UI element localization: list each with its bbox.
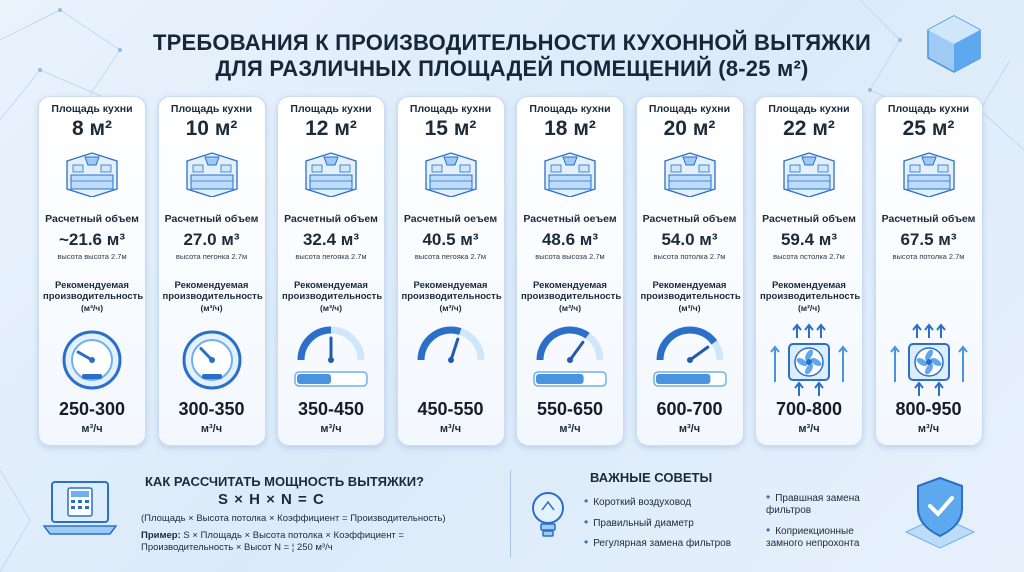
airflow-unit: м³/ч (81, 423, 103, 435)
airflow-range: 350-450 (297, 399, 365, 419)
kitchen-icon (780, 151, 838, 197)
volume-value: 27.0 м³ (183, 230, 240, 249)
area-label: Площадь кухни (768, 103, 850, 115)
airflow-unit: м³/ч (559, 423, 581, 435)
recommended-label: Рекомендуемая производительность (760, 280, 861, 302)
title-line-2: ДЛЯ РАЗЛИЧНЫХ ПЛОЩАДЕЙ ПОМЕЩЕНИЙ (8-25 м²) (215, 56, 809, 81)
area-label: Площадь кухни (648, 103, 731, 115)
airflow-unit: м³/ч (917, 423, 940, 435)
shield-check-icon (900, 472, 980, 552)
area-label: Площадь кухни (409, 103, 492, 115)
volume-label: Расчетный объем (642, 213, 737, 225)
volume-label: Расчетный оеъем (403, 213, 498, 225)
area-value: 18 м² (544, 117, 596, 140)
airflow-range: 250-300 (58, 399, 126, 419)
calc-formula: S × H × N = C (218, 491, 325, 508)
volume-value: 59.4 м³ (780, 230, 838, 249)
recommended-unit: (м³/ч) (439, 303, 462, 313)
recommended-label: Рекомендуемая производительность (401, 280, 502, 302)
volume-label: Расчетный объем (881, 213, 976, 225)
height-note: высота высота 2.7м (57, 252, 127, 261)
calc-title: КАК РАССЧИТАТЬ МОЩНОСТЬ ВЫТЯЖКИ? (145, 474, 424, 489)
airflow-range: 700-800 (775, 399, 843, 419)
area-label: Площадь кухни (170, 103, 253, 115)
fan-icon (889, 322, 969, 397)
recommended-label: Рекомендуемая производительность (282, 280, 383, 302)
tip-item: • Правшная замена фильтров (766, 491, 886, 517)
kitchen-icon (541, 151, 599, 197)
recommended-unit: (м²/ч) (797, 303, 821, 313)
area-label: Площадь кухни (529, 103, 611, 115)
recommended-unit: (м³/ч) (678, 303, 701, 313)
area-card (516, 96, 624, 446)
area-label: Площадь кухни (887, 103, 970, 115)
gauge-icon (52, 322, 132, 397)
recommended-label: Рекомендуемая производительность (43, 280, 144, 302)
area-value: 22 м² (783, 117, 835, 140)
kitchen-icon (422, 151, 480, 197)
volume-label: Расчетный объем (284, 213, 378, 225)
kitchen-icon (63, 151, 121, 197)
area-value: 8 м² (71, 117, 113, 140)
height-note: высота пегонка 2.7м (175, 252, 248, 261)
height-note: высота пегояка 2.7м (295, 252, 367, 261)
area-card (158, 96, 266, 446)
height-note: высота высоза 2.7м (535, 252, 605, 261)
recommended-label: Рекомендуемая производительность (162, 280, 263, 302)
kitchen-icon (183, 151, 241, 197)
height-note: высота пстолка 2.7м (773, 252, 845, 261)
calc-example (141, 530, 431, 554)
airflow-range: 600-700 (656, 399, 723, 419)
area-card (397, 96, 505, 446)
airflow-range: 450-550 (417, 399, 484, 419)
volume-value: 40.5 м³ (422, 230, 479, 249)
area-value: 20 м² (663, 117, 716, 140)
recommended-label: Рекомендуемая производительность (640, 280, 741, 302)
airflow-range: 550-650 (536, 399, 604, 419)
gauge-icon (172, 322, 252, 397)
gauge-icon (650, 322, 730, 397)
area-card (875, 96, 983, 446)
area-card (636, 96, 744, 446)
volume-label: Расчетный оеъем (523, 213, 617, 225)
fan-icon (769, 322, 849, 397)
height-note: высота потолка 2.7м (892, 252, 965, 261)
area-value: 15 м² (424, 117, 477, 140)
gauge-icon (530, 322, 610, 397)
volume-label: Расчетный объем (762, 213, 856, 225)
recommended-label: Рекомендуемая производительность (521, 280, 622, 302)
area-card (755, 96, 863, 446)
volume-value: 67.5 м³ (900, 230, 957, 249)
volume-value: 54.0 м³ (661, 230, 718, 249)
airflow-unit: м³/ч (200, 423, 223, 435)
height-note: высота пегояка 2.7м (414, 252, 487, 261)
recommended-unit: (м³/ч) (558, 303, 582, 313)
area-value: 10 м² (185, 117, 238, 140)
volume-value: ~21.6 м³ (59, 230, 125, 249)
volume-value: 48.6 м³ (541, 230, 599, 249)
airflow-range: 300-350 (178, 399, 245, 419)
area-value: 12 м² (305, 117, 357, 140)
tip-item: • Коприекционные замного непрохонта (766, 524, 886, 550)
volume-label: Расчетный объем (45, 213, 139, 225)
airflow-unit: м³/ч (439, 423, 462, 435)
recommended-unit: (м³/ч) (319, 303, 343, 313)
airflow-unit: м³/ч (320, 423, 342, 435)
airflow-unit: м³/ч (678, 423, 701, 435)
recommended-unit: (м³/ч) (200, 303, 223, 313)
volume-label: Расчетный объем (164, 213, 259, 225)
tip-item: • Регулярная замена фильтров (584, 535, 731, 549)
kitchen-icon (900, 151, 958, 197)
cards-row (38, 96, 988, 446)
tips-title: ВАЖНЫЕ СОВЕТЫ (590, 470, 713, 485)
lightbulb-icon (526, 488, 570, 544)
gauge-icon (291, 322, 371, 397)
volume-value: 32.4 м³ (302, 230, 360, 249)
tip-item: • Короткий воздуховод (584, 494, 691, 508)
area-value: 25 м² (902, 117, 955, 140)
recommended-unit: (м³/ч) (80, 303, 104, 313)
airflow-range: 800-950 (895, 399, 962, 419)
kitchen-icon (302, 151, 360, 197)
kitchen-icon (661, 151, 719, 197)
section-divider (510, 470, 511, 558)
title-line-1: ТРЕБОВАНИЯ К ПРОИЗВОДИТЕЛЬНОСТИ КУХОННОЙ ВЫТЯЖКИ (153, 30, 871, 55)
tip-item: • Правильный диаметр (584, 515, 694, 529)
calc-description: (Площадь × Высота потолка × Коэффициент = Производительность) (141, 513, 446, 524)
area-label: Площадь кухни (51, 103, 133, 115)
height-note: высота потолка 2.7м (653, 252, 726, 261)
area-card (38, 96, 146, 446)
airflow-unit: м³/ч (798, 423, 820, 435)
laptop-calculator-icon (40, 476, 120, 546)
gauge-icon (411, 322, 491, 397)
calc-example-label: Пример: (141, 530, 181, 541)
area-label: Площадь кухни (290, 103, 372, 115)
calc-example-text: S × Площадь × Высота потолка × Коэффициент = Производительность × Высот N = ¦ 250 м³/ч (141, 530, 404, 553)
area-card (277, 96, 385, 446)
